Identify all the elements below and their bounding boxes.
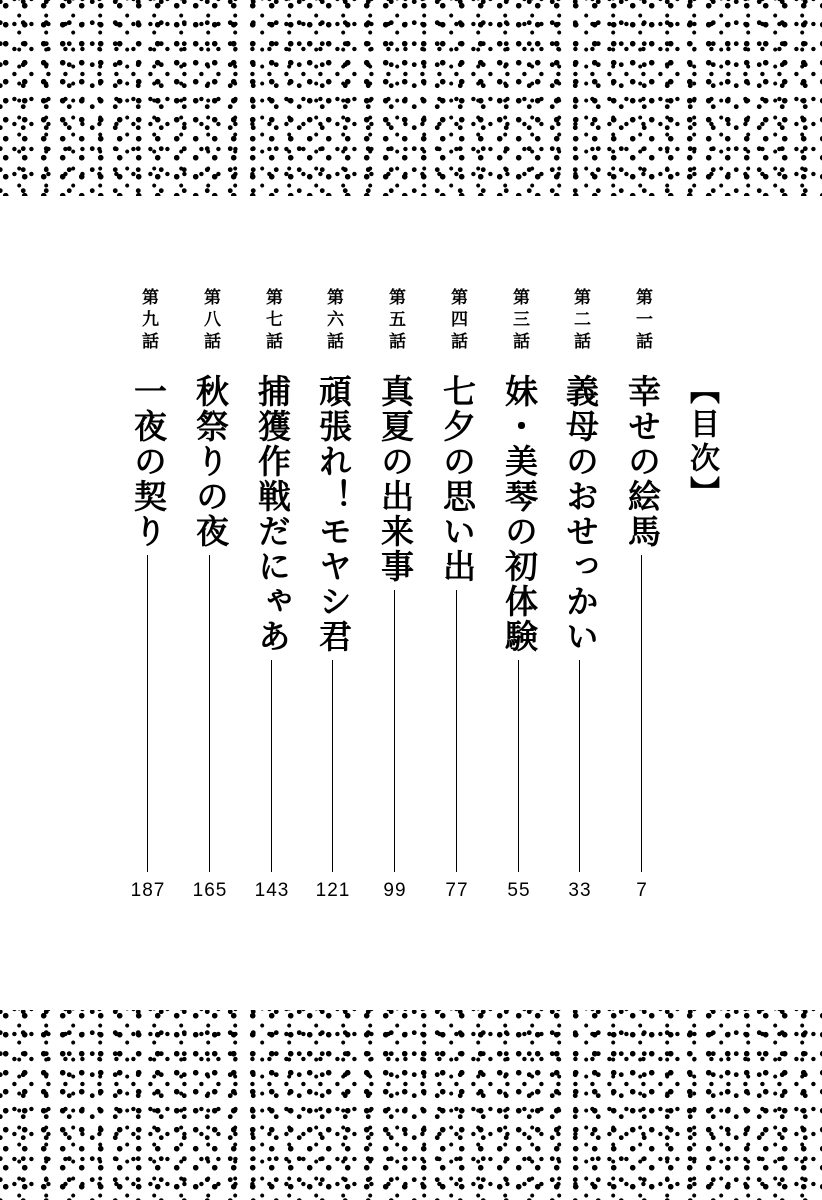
episode-number: 第一話 (632, 288, 652, 354)
episode-title: 秋祭りの夜 (191, 374, 230, 549)
episode-number: 第二話 (570, 288, 590, 354)
page-number: 77 (445, 880, 469, 901)
leader-line (147, 555, 148, 872)
toc-entry-9[interactable] (118, 288, 178, 918)
episode-number: 第五話 (385, 288, 405, 354)
episode-title: 一夜の契り (129, 374, 168, 549)
toc-entry-4[interactable] (427, 288, 487, 918)
table-of-contents (0, 196, 822, 1010)
leader-line (209, 555, 210, 872)
page-number: 165 (192, 880, 228, 901)
episode-number: 第七話 (262, 288, 282, 354)
episode-number: 第六話 (323, 288, 343, 354)
toc-entry-5[interactable] (365, 288, 425, 918)
episode-title: 捕獲作戦だにゃあ (253, 374, 292, 654)
page-number: 187 (130, 880, 166, 901)
heart-pattern-top (0, 0, 822, 196)
toc-entry-1[interactable] (612, 288, 672, 918)
toc-title: 【目次】 (684, 374, 719, 510)
episode-title: 真夏の出来事 (376, 374, 415, 584)
toc-entry-6[interactable] (303, 288, 363, 918)
leader-line (332, 660, 333, 872)
leader-line (456, 590, 457, 872)
episode-number: 第八話 (200, 288, 220, 354)
page-number: 7 (636, 880, 648, 901)
leader-line (579, 660, 580, 872)
heart-pattern-bottom (0, 1010, 822, 1200)
leader-line (394, 590, 395, 872)
episode-number: 第九話 (138, 288, 158, 354)
leader-line (518, 660, 519, 872)
episode-title: 幸せの絵馬 (623, 374, 662, 549)
episode-title: 頑張れ！モヤシ君 (314, 374, 353, 654)
page-number: 33 (568, 880, 592, 901)
toc-entry-8[interactable] (180, 288, 240, 918)
toc-entry-7[interactable] (242, 288, 302, 918)
page-number: 121 (315, 880, 351, 901)
episode-title: 七夕の思い出 (438, 374, 477, 584)
toc-entry-3[interactable] (489, 288, 549, 918)
page-number: 99 (383, 880, 407, 901)
episode-title: 義母のおせっかい (561, 374, 600, 654)
page-number: 143 (254, 880, 290, 901)
toc-entry-2[interactable] (550, 288, 610, 918)
episode-title: 妹・美琴の初体験 (500, 374, 539, 654)
episode-number: 第三話 (509, 288, 529, 354)
episode-number: 第四話 (447, 288, 467, 354)
leader-line (271, 660, 272, 872)
leader-line (641, 555, 642, 872)
page-number: 55 (507, 880, 531, 901)
